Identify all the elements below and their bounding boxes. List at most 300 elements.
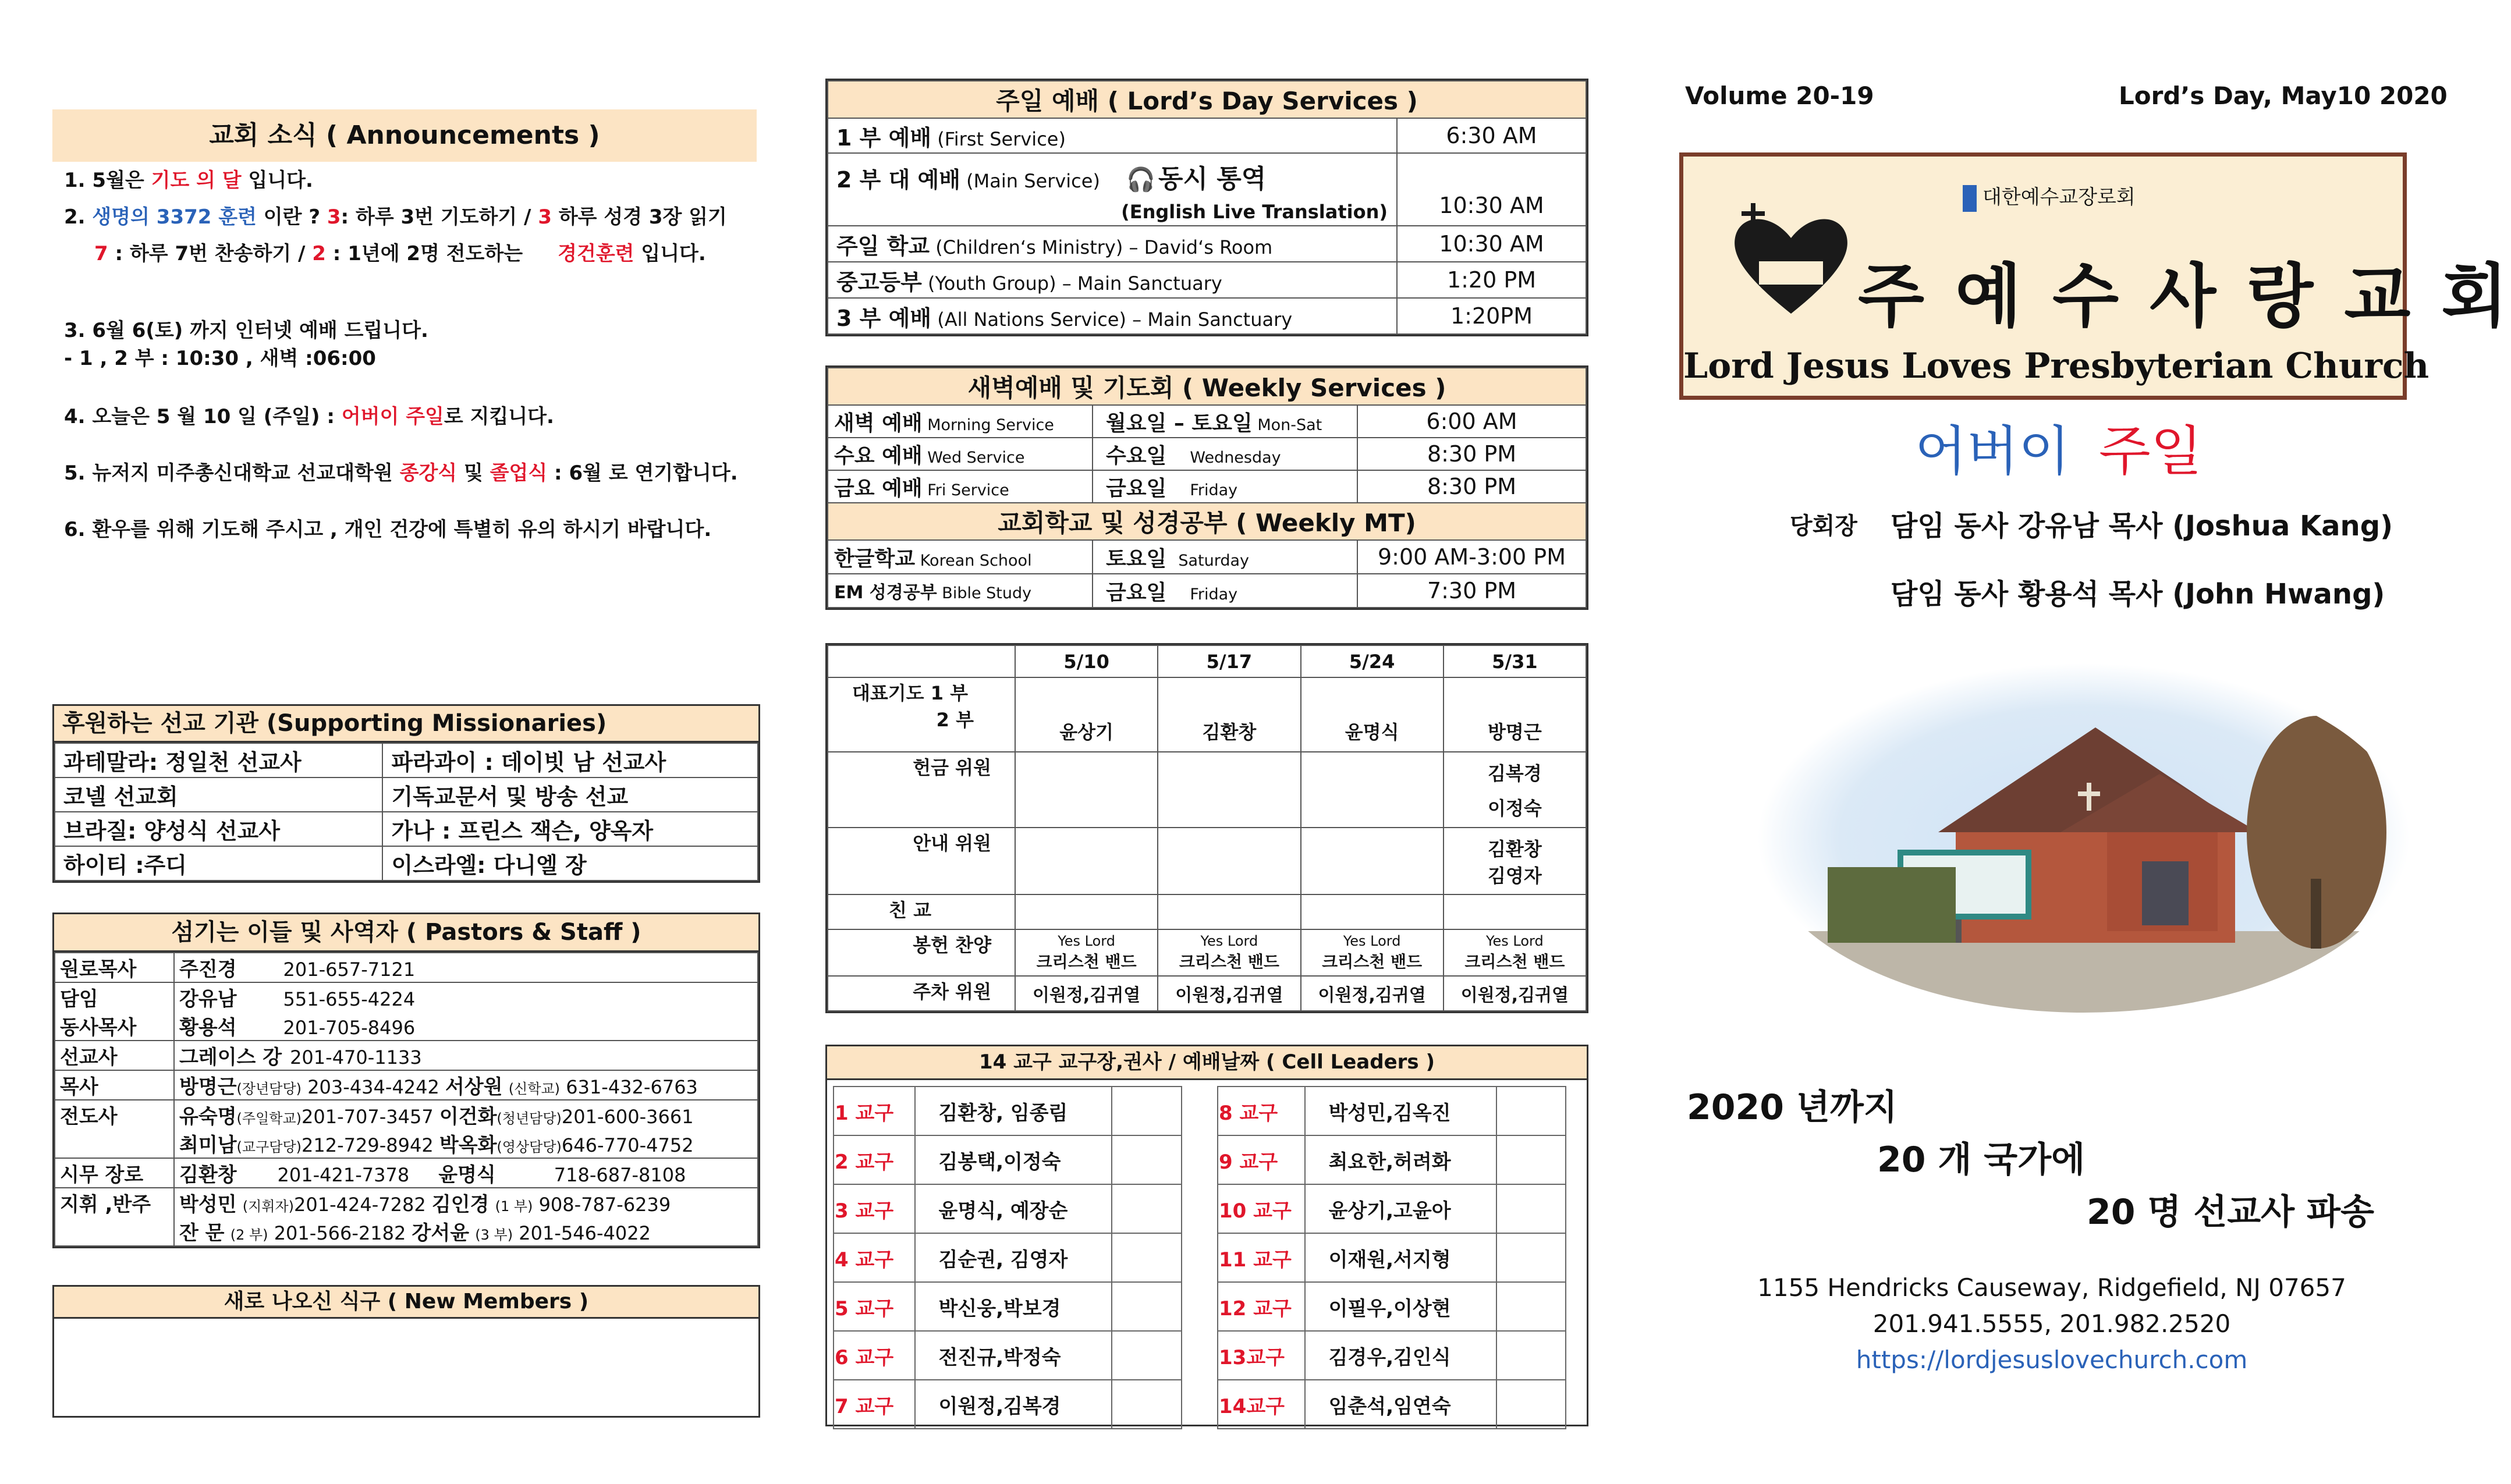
service-day: 금요일 [1106, 476, 1167, 500]
staff-phone: 631-432-6763 [566, 1076, 698, 1098]
lords-day-title: 주일 예배 ( Lord’s Day Services ) [828, 81, 1586, 118]
cell-number: 12 교구 [1218, 1282, 1305, 1331]
staff-name: 윤명식 [438, 1163, 496, 1187]
table-row [1218, 1184, 1566, 1233]
staff-note: (영상담당) [496, 1139, 562, 1155]
staff-note: (2 부) [230, 1227, 268, 1243]
cell-leader-names: 임춘석,임연숙 [1305, 1380, 1496, 1429]
service-time: 8:30 PM [1357, 470, 1586, 503]
vision-line-2: 20 개 국가에 [1877, 1139, 2086, 1180]
roster-name: 크리스천 밴드 [1322, 952, 1423, 971]
ann6-a: 4. 오늘은 5 월 10 일 (주일) : [64, 405, 342, 428]
translation-label: 동시 통역 [1158, 164, 1267, 194]
staff-note: (1 부) [495, 1198, 533, 1215]
table-row [1218, 1087, 1566, 1135]
table-row [55, 982, 758, 1041]
cell-leader-names: 전진규,박정숙 [915, 1331, 1112, 1380]
roster-cell: 윤명식 [1301, 677, 1444, 752]
staff-phone: 908-787-6239 [538, 1194, 671, 1216]
service-date: Lord’s Day, May10 2020 [2119, 81, 2448, 110]
cell-number: 9 교구 [1218, 1135, 1305, 1184]
table-row [828, 677, 1586, 752]
roster-name: 크리스천 밴드 [1179, 952, 1279, 971]
announcements-header [52, 109, 757, 162]
cell-number: 5 교구 [834, 1282, 915, 1331]
ann2-e: : 하루 3번 기도하기 / [341, 205, 538, 229]
table-row [834, 1282, 1182, 1331]
cell-leader-names: 김경우,김인식 [1305, 1331, 1496, 1380]
table-row [55, 812, 758, 846]
staff-note: (신학교) [508, 1081, 561, 1097]
table-row [55, 846, 758, 881]
service-day: 수요일 [1106, 443, 1167, 468]
cell-number: 14교구 [1218, 1380, 1305, 1429]
roster-cell [1444, 894, 1586, 929]
staff-name: 이건화 [439, 1105, 497, 1128]
announcement-3-detail: - 1 , 2 부 : 10:30 , 새벽 :06:00 [64, 347, 376, 370]
volume-number: Volume 20-19 [1685, 81, 1874, 110]
ann1-a: 1. 5월은 [64, 169, 151, 192]
staff-title: 섬기는 이들 및 사역자 ( Pastors & Staff ) [54, 914, 758, 952]
announcement-2-cont [94, 237, 706, 266]
ann7-b: 종강식 [399, 461, 457, 485]
ann6-c: 로 지킵니다. [444, 405, 554, 428]
roster-cell: 윤상기 [1015, 677, 1158, 752]
roster-label: 안내 위원 [828, 828, 1015, 894]
roster-cell: 이원정,김귀열 [1301, 976, 1444, 1011]
table-row [828, 894, 1586, 929]
service-name: EM 성경공부 [834, 583, 937, 603]
staff-phone: 201-600-3661 [561, 1106, 694, 1128]
announcements-title: 교회 소식 [209, 120, 317, 150]
table-row [828, 298, 1586, 334]
service-name-en: Fri Service [922, 481, 1009, 499]
announcement-6: 6. 환우를 위해 기도해 주시고 , 개인 건강에 특별히 유의 하시기 바랍니다. [64, 518, 712, 541]
new-members-panel [52, 1285, 760, 1418]
pastor-1: 담임 동사 강유남 목사 (Joshua Kang) [1891, 510, 2393, 542]
service-time: 1:20 PM [1397, 262, 1586, 298]
table-row [828, 153, 1586, 226]
cell-blank [1112, 1233, 1182, 1282]
cell-blank [1496, 1135, 1566, 1184]
announcement-5 [64, 457, 738, 485]
cell-number: 2 교구 [834, 1135, 915, 1184]
roster-cell: 이원정,김귀열 [1015, 976, 1158, 1011]
missionary-cell: 기독교문서 및 방송 선교 [382, 777, 758, 812]
church-phone: 201.941.5555, 201.982.2520 [1872, 1309, 2231, 1338]
staff-phone: 201-707-3457 [302, 1106, 434, 1128]
staff-role: 동사목사 [60, 1016, 137, 1039]
pastor-role: 당회장 [1790, 513, 1857, 539]
pastor-2: 담임 동사 황용석 목사 (John Hwang) [1891, 578, 2385, 610]
roster-cell: 이원정,김귀열 [1158, 976, 1300, 1011]
table-row [828, 574, 1586, 608]
roster-name: 크리스천 밴드 [1036, 952, 1137, 971]
staff-note: (청년담당) [496, 1110, 562, 1127]
roster-cell [1158, 828, 1300, 894]
table-row [55, 1070, 758, 1100]
staff-phone: 201-566-2182 [274, 1222, 406, 1244]
service-day-en: Saturday [1178, 551, 1249, 570]
service-name: 3 부 예배 [836, 305, 932, 331]
ann1-c: 입니다. [241, 169, 313, 192]
staff-note: (장년담당) [236, 1081, 302, 1097]
church-address: 1155 Hendricks Causeway, Ridgefield, NJ 07657 [1757, 1273, 2346, 1302]
staff-name: 강서윤 [412, 1222, 470, 1245]
staff-phone: 201-705-8496 [283, 1017, 416, 1039]
ann3-c: 2 [312, 242, 326, 265]
staff-name: 황용석 [179, 1016, 237, 1039]
service-day-en: Wednesday [1190, 448, 1281, 467]
translation-label-en: (English Live Translation) [1121, 201, 1388, 223]
roster-name: Yes Lord [1343, 933, 1401, 949]
cell-number: 7 교구 [834, 1380, 915, 1429]
duty-roster [825, 643, 1588, 1013]
ann7-a: 5. 뉴저지 미주총신대학교 선교대학원 [64, 461, 400, 485]
service-time: 6:30 AM [1397, 118, 1586, 153]
table-row [834, 1135, 1182, 1184]
ann1-b: 기도 의 달 [151, 169, 242, 192]
cell-leader-names: 윤상기,고윤아 [1305, 1184, 1496, 1233]
staff-phone: 212-729-8942 [302, 1134, 434, 1156]
roster-cell: 방명근 [1444, 677, 1586, 752]
staff-phone: 551-655-4224 [283, 988, 416, 1010]
roster-name: 김복경 [1488, 762, 1542, 784]
cell-blank [1496, 1282, 1566, 1331]
roster-cell [1015, 752, 1158, 828]
service-name-en: (All Nations Service) – Main Sanctuary [931, 308, 1293, 331]
service-time: 6:00 AM [1357, 405, 1586, 438]
service-name-en: (Youth Group) – Main Sanctuary [921, 272, 1222, 294]
cell-leader-names: 최요한,허려화 [1305, 1135, 1496, 1184]
missionary-cell: 과테말라: 정일천 선교사 [55, 743, 382, 777]
roster-cell [1301, 828, 1444, 894]
service-time: 1:20PM [1397, 298, 1586, 334]
service-day: 금요일 [1106, 580, 1167, 605]
cell-number: 10 교구 [1218, 1184, 1305, 1233]
staff-name: 잔 문 [179, 1222, 225, 1245]
table-row [834, 1087, 1182, 1135]
table-row [828, 645, 1586, 677]
service-day: 토요일 [1106, 546, 1167, 571]
weekly-services [825, 365, 1588, 610]
table-row [55, 777, 758, 812]
service-name: 주일 학교 [836, 233, 930, 259]
table-row [834, 1184, 1182, 1233]
roster-cell [1301, 894, 1444, 929]
table-row [55, 1100, 758, 1158]
staff-phone: 646-770-4752 [561, 1134, 694, 1156]
ann2-b: 생명의 3372 훈련 [92, 205, 257, 229]
staff-role: 원로목사 [55, 953, 174, 982]
staff-role: 담임 [60, 988, 98, 1011]
roster-cell: 김환창 [1158, 677, 1300, 752]
roster-date: 5/24 [1301, 645, 1444, 677]
staff-phone: 201-470-1133 [290, 1046, 422, 1068]
roster-cell [1015, 929, 1158, 976]
roster-date: 5/31 [1444, 645, 1586, 677]
roster-cell [1444, 828, 1586, 894]
ann6-b: 어버이 주일 [341, 405, 444, 428]
table-row [55, 1188, 758, 1246]
staff-note: (주일학교) [236, 1110, 302, 1127]
table-row [1218, 1380, 1566, 1429]
service-name-en: Bible Study [937, 584, 1032, 602]
roster-label: 주차 위원 [828, 976, 1015, 1011]
heart-logo-icon [1724, 191, 1858, 325]
ann2-d: 3 [327, 205, 341, 229]
announcements-title-en: ( Announcements ) [326, 120, 600, 150]
staff-table [54, 952, 758, 1247]
service-time: 10:30 AM [1397, 153, 1586, 226]
church-name-ko: 주 예 수 사 랑 교 회 [1858, 255, 2511, 336]
table-row [1218, 1233, 1566, 1282]
cell-number: 6 교구 [834, 1331, 915, 1380]
ann3-f: 입니다. [634, 242, 706, 265]
roster-label: 봉헌 찬양 [828, 929, 1015, 976]
ann3-e: 경건훈련 [558, 242, 634, 265]
headphones-icon: 🎧 [1126, 166, 1155, 193]
cell-number: 13교구 [1218, 1331, 1305, 1380]
service-day-en: Friday [1190, 481, 1238, 499]
staff-panel [52, 913, 760, 1248]
table-row [1218, 1331, 1566, 1380]
service-name: 새벽 예배 [834, 411, 923, 435]
cell-leader-names: 박성민,김옥진 [1305, 1087, 1496, 1135]
table-row [828, 752, 1586, 828]
cell-leader-names: 박신웅,박보경 [915, 1282, 1112, 1331]
roster-cell [1015, 894, 1158, 929]
new-members-title: 새로 나오신 식구 ( New Members ) [54, 1287, 758, 1319]
cell-blank [1496, 1233, 1566, 1282]
missionary-cell: 가나 : 프린스 잭슨, 양옥자 [382, 812, 758, 846]
cross-icon [1963, 185, 1977, 212]
roster-label: 친 교 [828, 894, 1015, 929]
table-row [828, 118, 1586, 153]
cell-table-right [1217, 1086, 1566, 1429]
cell-leader-names: 이필우,이상현 [1305, 1282, 1496, 1331]
ann7-c: 및 [457, 461, 490, 485]
staff-role: 목사 [55, 1070, 174, 1100]
table-row [828, 470, 1586, 503]
ann2-c: 이란 ? [256, 205, 327, 229]
roster-cell [1015, 828, 1158, 894]
staff-name: 유숙명 [179, 1105, 237, 1128]
table-row [55, 743, 758, 777]
staff-name: 서상원 [445, 1075, 503, 1099]
ann3-b: : 하루 7번 찬송하기 / [108, 242, 313, 265]
table-row [55, 1158, 758, 1188]
table-row [828, 976, 1586, 1011]
service-name: 금요 예배 [834, 476, 923, 500]
table-row [55, 953, 758, 982]
church-logo-banner [1679, 152, 2511, 400]
staff-name: 그레이스 강 [179, 1046, 282, 1069]
missionary-cell: 코넬 선교회 [55, 777, 382, 812]
roster-label: 2 부 [936, 709, 974, 731]
service-time: 10:30 AM [1397, 226, 1586, 262]
cell-number: 4 교구 [834, 1233, 915, 1282]
cell-leader-names: 김봉택,이정숙 [915, 1135, 1112, 1184]
table-row [828, 262, 1586, 298]
table-row [828, 438, 1586, 470]
cell-blank [1496, 1184, 1566, 1233]
table-row [1218, 1282, 1566, 1331]
cell-blank [1112, 1184, 1182, 1233]
roster-name: 김영자 [1488, 864, 1542, 887]
cell-blank [1112, 1282, 1182, 1331]
table-row [1218, 1135, 1566, 1184]
table-row [828, 226, 1586, 262]
staff-name: 김인경 [431, 1193, 490, 1216]
missionaries-panel [52, 704, 760, 883]
service-name-en: Wed Service [922, 448, 1025, 467]
denomination-label: 대한예수교장로회 [1982, 186, 2136, 209]
missionaries-table [54, 743, 758, 881]
missionary-cell: 브라질: 양성식 선교사 [55, 812, 382, 846]
table-row [834, 1331, 1182, 1380]
missionary-cell: 하이티 :주디 [55, 846, 382, 881]
cell-table-left [833, 1086, 1182, 1429]
cell-blank [1112, 1331, 1182, 1380]
service-day-en: Mon-Sat [1252, 416, 1322, 434]
weekly-title: 새벽예배 및 기도회 ( Weekly Services ) [828, 368, 1586, 405]
cell-leaders-body [827, 1080, 1587, 1429]
table-row [828, 540, 1586, 574]
staff-role: 전도사 [55, 1100, 174, 1158]
roster-name: 김환창 [1488, 837, 1542, 860]
service-name-en: Morning Service [922, 416, 1054, 434]
service-name: 한글학교 [834, 546, 916, 571]
roster-cell [1444, 929, 1586, 976]
ann3-a: 7 [94, 242, 108, 265]
lords-day-services [825, 79, 1588, 336]
staff-phone: 203-434-4242 [307, 1076, 439, 1098]
roster-table [827, 645, 1587, 1011]
staff-role: 지휘 ,반주 [55, 1188, 174, 1246]
missionary-cell: 파라과이 : 데이빗 남 선교사 [382, 743, 758, 777]
cell-blank [1496, 1087, 1566, 1135]
staff-name: 김환창 [179, 1163, 237, 1187]
cell-leader-names: 이재원,서지형 [1305, 1233, 1496, 1282]
staff-role: 선교사 [55, 1041, 174, 1070]
cell-leaders [825, 1045, 1588, 1426]
roster-name: 이정숙 [1488, 797, 1542, 819]
roster-date: 5/10 [1015, 645, 1158, 677]
service-name: 2 부 대 예배 [836, 167, 960, 193]
roster-cell [1158, 929, 1300, 976]
staff-phone: 718-687-8108 [554, 1164, 686, 1186]
cell-blank [1112, 1380, 1182, 1429]
staff-phone: 201-657-7121 [283, 958, 416, 981]
cell-number: 1 교구 [834, 1087, 915, 1135]
roster-name: Yes Lord [1486, 933, 1544, 949]
cell-blank [1112, 1087, 1182, 1135]
table-row [55, 1041, 758, 1070]
ann7-e: : 6월 로 연기합니다. [547, 461, 738, 485]
service-name-en: (Children‘s Ministry) – David‘s Room [930, 236, 1273, 258]
cell-number: 11 교구 [1218, 1233, 1305, 1282]
roster-cell [1301, 929, 1444, 976]
announcement-3: 3. 6월 6(토) 까지 인터넷 예배 드립니다. [64, 319, 428, 342]
staff-note: (지휘자) [242, 1198, 294, 1215]
service-name-en: Korean School [915, 551, 1032, 570]
roster-cell [1444, 752, 1586, 828]
staff-name: 최미남 [179, 1134, 237, 1157]
roster-name: Yes Lord [1200, 933, 1258, 949]
roster-cell [1301, 752, 1444, 828]
roster-cell [1158, 894, 1300, 929]
roster-date: 5/17 [1158, 645, 1300, 677]
missionaries-title: 후원하는 선교 기관 (Supporting Missionaries) [54, 706, 758, 743]
church-building-photo [1746, 658, 2421, 1018]
staff-name: 방명근 [179, 1075, 237, 1099]
vision-line-3: 20 명 선교사 파송 [2087, 1192, 2374, 1233]
staff-name: 박성민 [179, 1193, 237, 1216]
staff-phone: 201-421-7378 [277, 1164, 410, 1186]
theme-word-2: 주일 [2098, 420, 2203, 482]
cell-blank [1496, 1380, 1566, 1429]
service-time: 7:30 PM [1357, 574, 1586, 608]
staff-phone: 201-424-7282 [294, 1194, 426, 1216]
roster-label: 헌금 위원 [828, 752, 1015, 828]
table-row [828, 929, 1586, 976]
service-time: 8:30 PM [1357, 438, 1586, 470]
denomination-line [1963, 181, 2136, 212]
service-name: 수요 예배 [834, 443, 923, 468]
service-name: 1 부 예배 [836, 125, 932, 151]
table-row [828, 405, 1586, 438]
roster-cell: 이원정,김귀열 [1444, 976, 1586, 1011]
cell-leader-names: 김환창, 임종림 [915, 1087, 1112, 1135]
roster-cell [1158, 752, 1300, 828]
table-row [828, 828, 1586, 894]
table-row [834, 1380, 1182, 1429]
ann3-d: : 1년에 2명 전도하는 [325, 242, 523, 265]
church-website-link[interactable]: https://lordjesuslovechurch.com [1856, 1345, 2248, 1374]
roster-label: 대표기도 1 부 [852, 682, 969, 704]
cell-leader-names: 윤명식, 예장순 [915, 1184, 1112, 1233]
cell-blank [1496, 1331, 1566, 1380]
cell-number: 8 교구 [1218, 1087, 1305, 1135]
theme-title [1915, 409, 2203, 485]
service-time: 9:00 AM-3:00 PM [1357, 540, 1586, 574]
ann2-f: 3 [538, 205, 552, 229]
cell-leader-names: 이원정,김복경 [915, 1380, 1112, 1429]
service-day-en: Friday [1190, 585, 1238, 603]
announcement-1 [64, 164, 313, 193]
cell-leaders-title: 14 교구 교구장,권사 / 예배날짜 ( Cell Leaders ) [827, 1046, 1587, 1080]
staff-phone: 201-546-4022 [519, 1222, 651, 1244]
lords-day-table [827, 80, 1587, 335]
staff-name: 주진경 [179, 958, 237, 981]
vision-line-1: 2020 년까지 [1687, 1087, 1898, 1128]
cell-blank [1112, 1135, 1182, 1184]
weekly-mt-title: 교회학교 및 성경공부 ( Weekly MT) [828, 503, 1586, 540]
staff-note: (교구담당) [236, 1139, 302, 1155]
ann2-a: 2. [64, 205, 93, 229]
roster-corner [828, 645, 1015, 677]
cell-number: 3 교구 [834, 1184, 915, 1233]
service-day: 월요일 – 토요일 [1106, 411, 1253, 435]
ann2-g: 하루 성경 3장 읽기 [551, 205, 727, 229]
theme-word-1: 어버이 [1915, 420, 2070, 482]
roster-name: Yes Lord [1058, 933, 1115, 949]
staff-name: 강유남 [179, 988, 237, 1011]
service-name-en: (Main Service) [960, 170, 1100, 192]
service-name: 중고등부 [836, 269, 922, 295]
roster-name: 크리스천 밴드 [1464, 952, 1565, 971]
